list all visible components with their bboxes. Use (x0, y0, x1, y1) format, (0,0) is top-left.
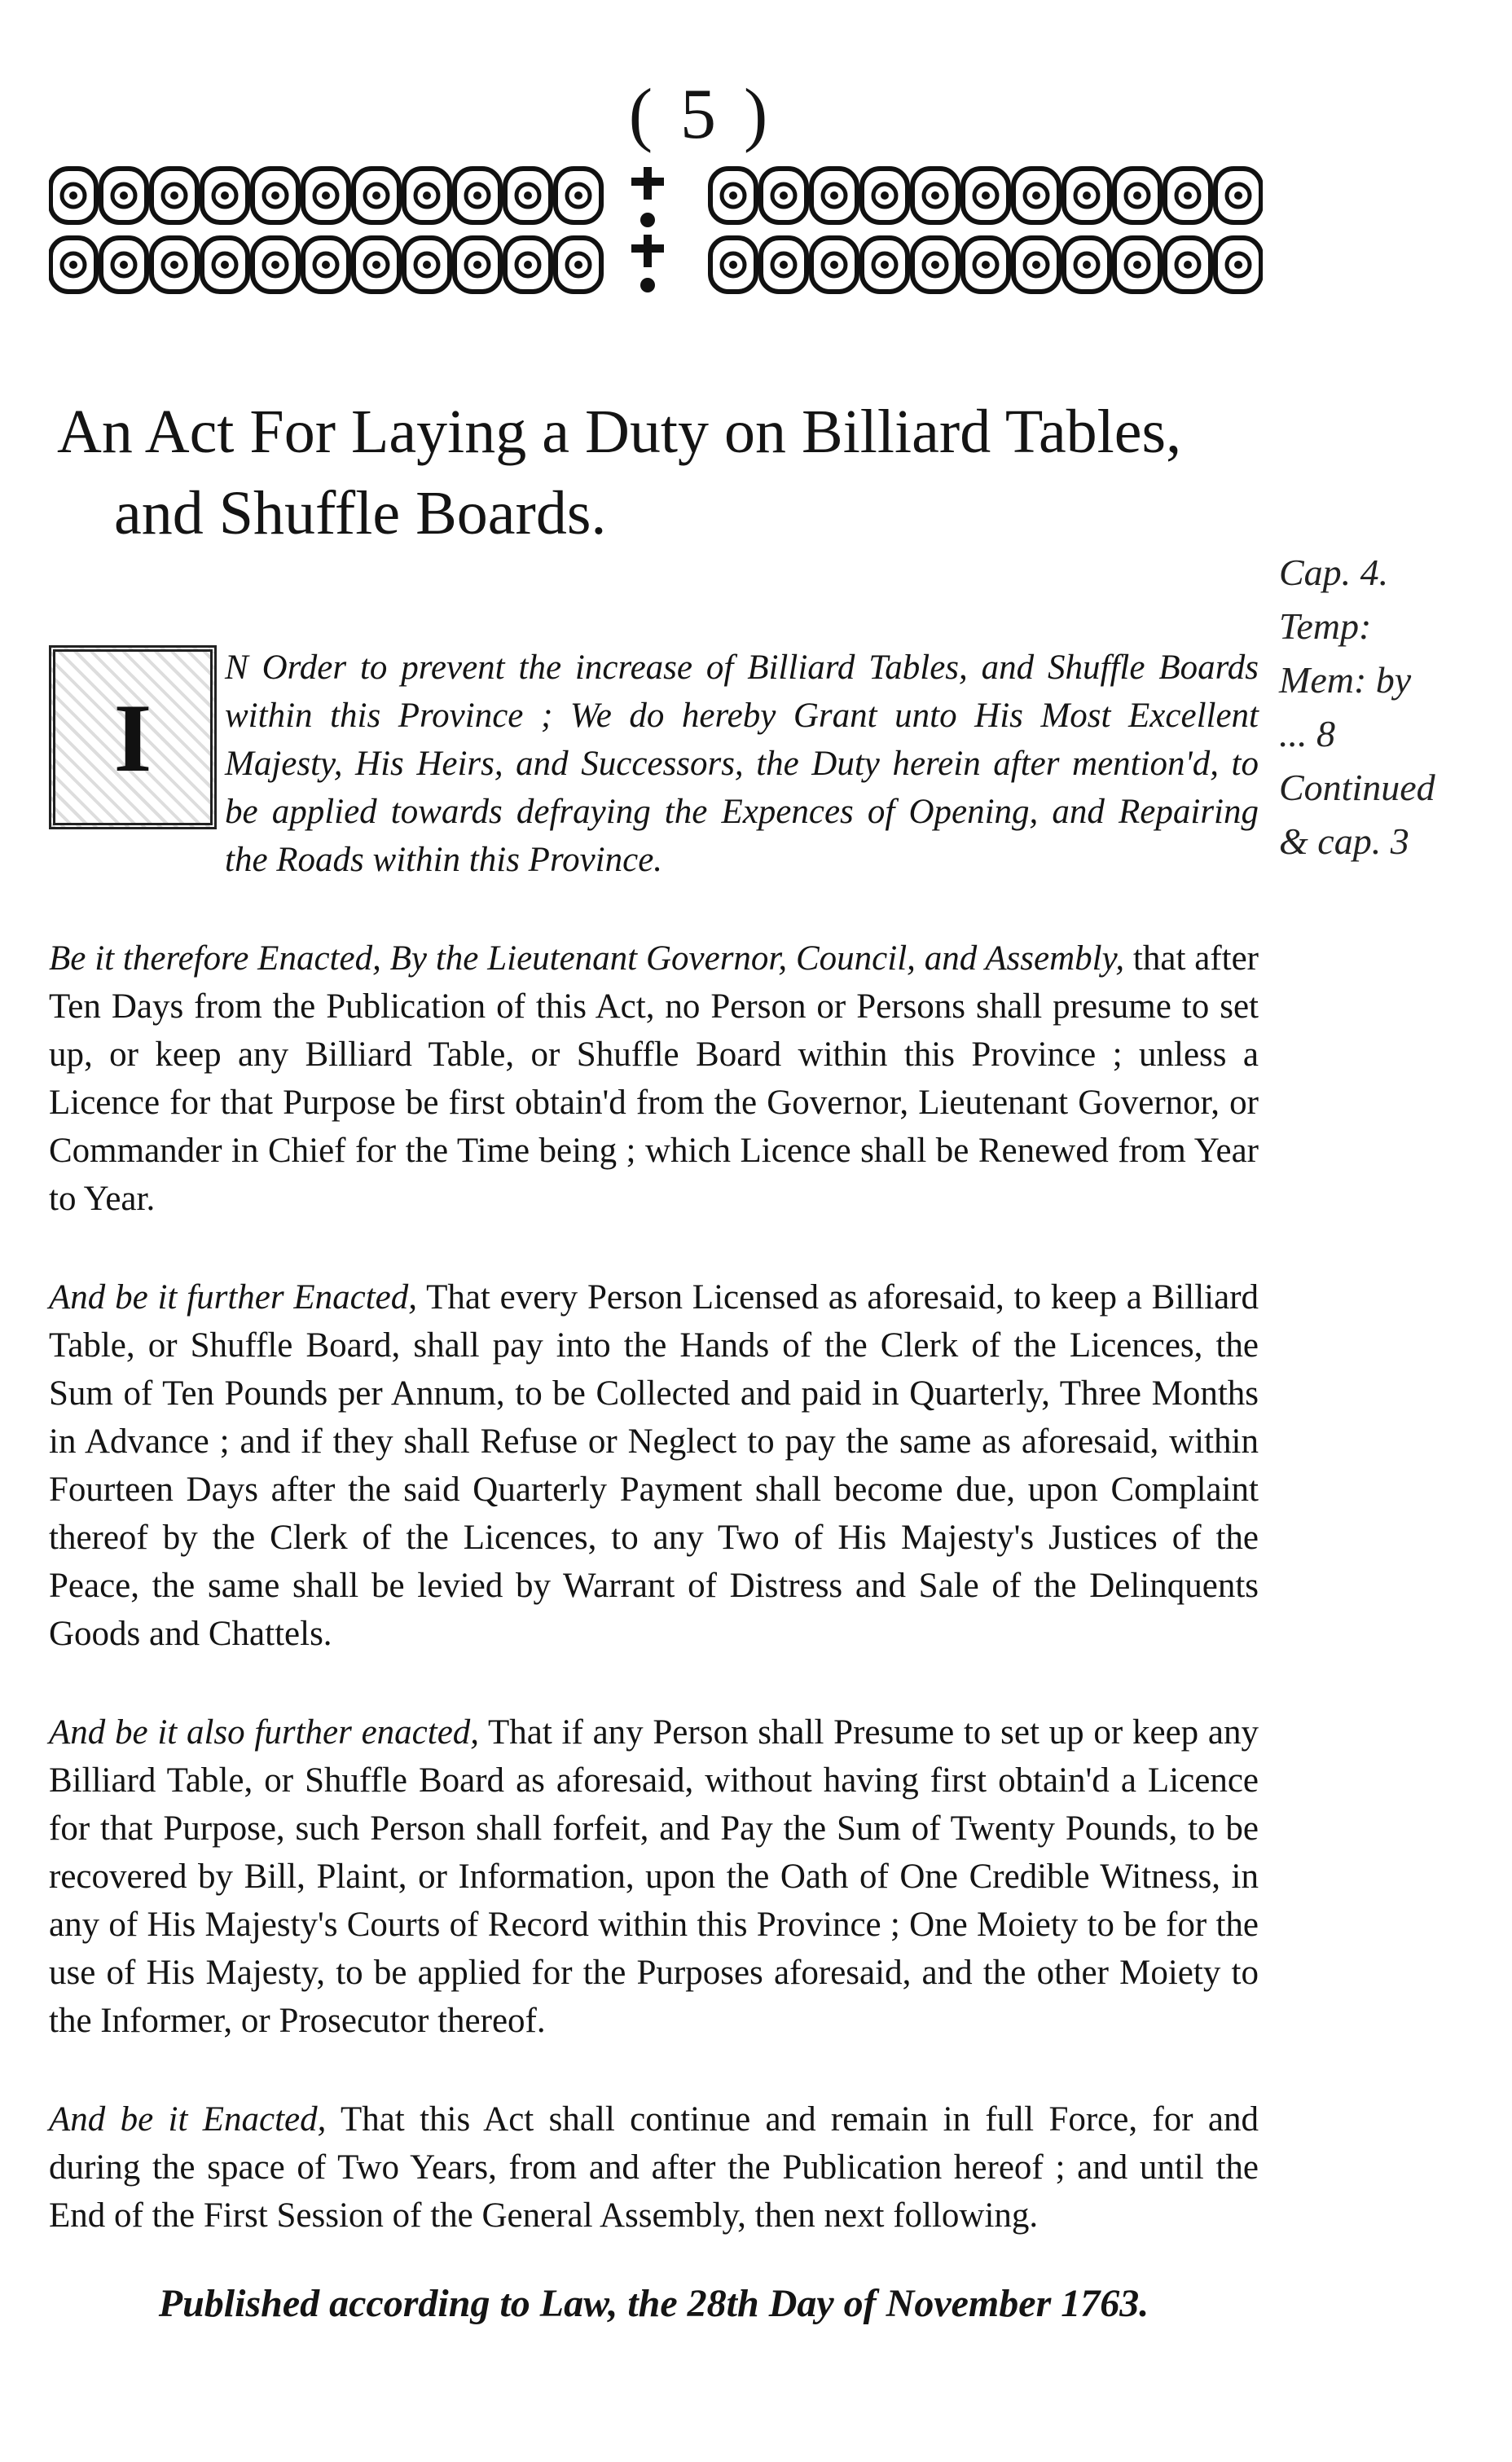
marginal-note-line: ... 8 (1279, 713, 1335, 754)
marginal-note-line: Mem: by (1279, 659, 1412, 701)
publication-notice: Published according to Law, the 28th Day of November 1763. (158, 2282, 1149, 2325)
enacting-clause-text: That if any Person shall Presume to set up or keep any Billiard Table, or Shuffle Board as aforesaid, without having first obtain'd a Licence for that Purpose, such Person shall forfeit, and Pay the Sum of Twenty Pounds, to be recovered by Bill, Plaint, or Information, upon the Oath of One Credible Witness, in any of His Majesty's Courts of Record within this Province ; One Moiety to be for the use of His Majesty, to be applied for the Purposes aforesaid, and the other Moiety to the Informer, or Prosecutor thereof. (49, 1713, 1259, 2040)
marginal-note-line: Cap. 4. (1279, 552, 1389, 593)
page-number: ( 5 ) (628, 75, 773, 154)
enacting-clause-text: That this Act shall continue and remain in full Force, for and during the space of Two Years, from and after the Publication hereof ; and until the End of the First Session of the General Assembly, then next following. (49, 2100, 1259, 2235)
act-title-line-2: and Shuffle Boards. (114, 479, 607, 547)
act-title-line-1: An Act For Laying a Duty on Billiard Tables, (57, 398, 1182, 466)
enacting-clause-1 (49, 934, 1259, 1223)
enacting-clause-lead: And be it further Enacted, (49, 1278, 418, 1317)
enacting-clause-text: that after Ten Days from the Publication of this Act, no Person or Persons shall presume to set up, or keep any Billiard Table, or Shuffle Board within this Province ; unless a Licence for that Purpose be first obtain'd from the Governor, Lieutenant Governor, or Commander in Chief for the Time being ; which Licence shall be Renewed from Year to Year. (49, 939, 1259, 1218)
preamble-text: N Order to prevent the increase of Billiard Tables, and Shuffle Boards within this Province ; We do hereby Grant unto His Most Excellent Majesty, His Heirs, and Successors, the Duty herein after mention'd, to be applied towards defraying the Expences of Opening, and Repairing the Roads within this Province. (225, 648, 1259, 879)
enacting-clause-lead: And be it also further enacted, (49, 1713, 480, 1752)
marginal-note-line: Temp: (1279, 605, 1372, 647)
initial-letter: I (49, 645, 217, 829)
act-body (49, 644, 1259, 2290)
handwritten-marginal-note (1279, 546, 1499, 868)
enacting-clause-2 (49, 1273, 1259, 1658)
enacting-clause-4 (49, 2095, 1259, 2240)
preamble-paragraph (49, 644, 1259, 934)
marginal-note-line: Continued (1279, 767, 1435, 808)
enacting-clause-text: That every Person Licensed as aforesaid, to keep a Billiard Table, or Shuffle Board, shall pay into the Hands of the Clerk of the Licences, the Sum of Ten Pounds per Annum, to be Collected and paid in Quarterly, Three Months in Advance ; and if they shall Refuse or Neglect to pay the same as aforesaid, within Fourteen Days after the said Quarterly Payment shall become due, upon Complaint thereof by the Clerk of the Licences, to any Two of His Majesty's Justices of the Peace, the same shall be levied by Warrant of Distress and Sale of the Delinquents Goods and Chattels. (49, 1278, 1259, 1653)
marginal-note-line: & cap. 3 (1279, 820, 1409, 862)
ornamental-border (49, 163, 1263, 301)
enacting-clause-lead: Be it therefore Enacted, By the Lieutenant Governor, Council, and Assembly, (49, 939, 1125, 978)
enacting-clause-lead: And be it Enacted, (49, 2100, 327, 2139)
decorated-initial (49, 644, 217, 831)
act-title (57, 391, 1279, 554)
enacting-clause-3 (49, 1708, 1259, 2045)
